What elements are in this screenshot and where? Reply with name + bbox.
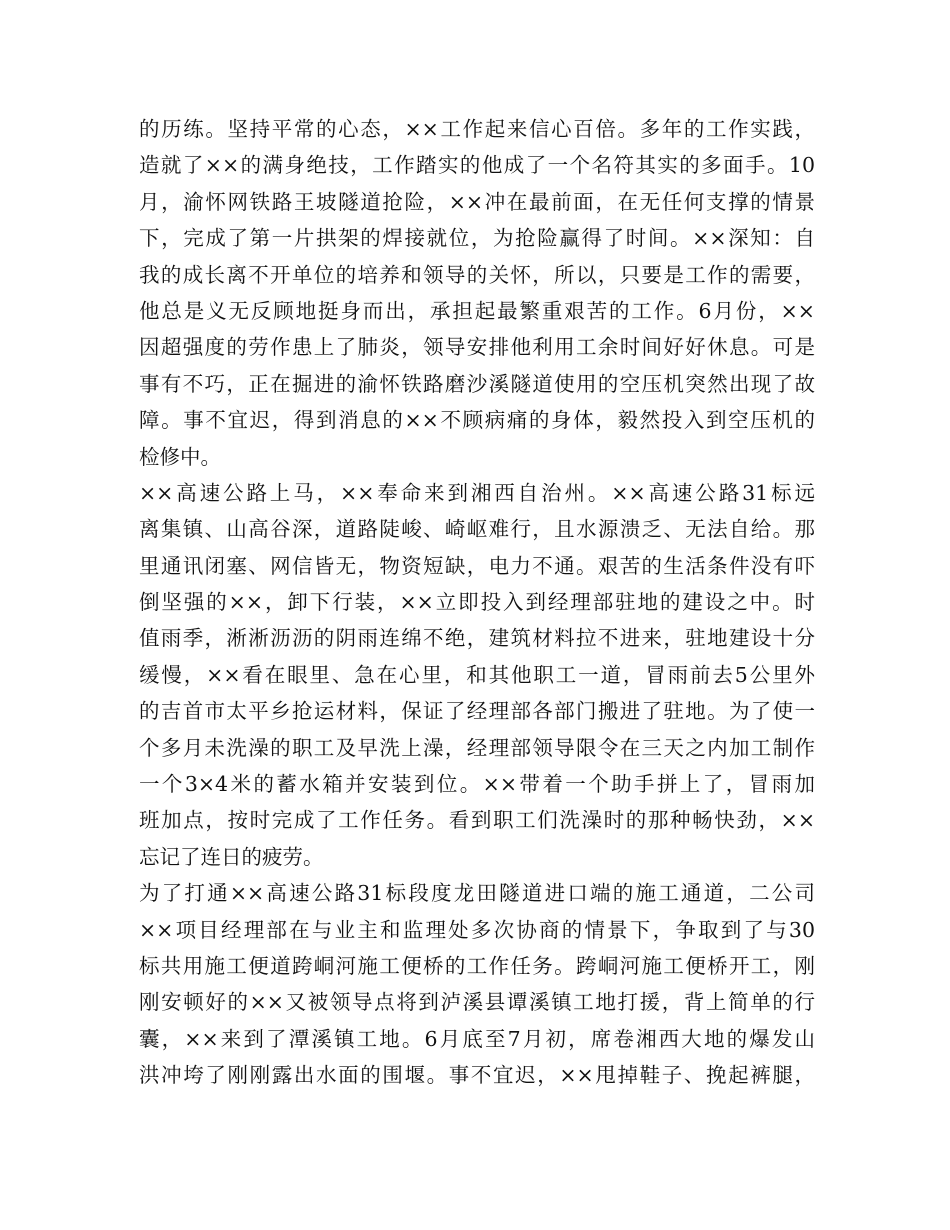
text-line: 造就了××的满身绝技，工作踏实的他成了一个名符其实的多面手。10	[139, 153, 815, 178]
text-line: 个多月未洗澡的职工及早洗上澡，经理部领导限令在三天之内加工制作	[139, 735, 815, 760]
text-line: 检修中。	[139, 444, 221, 469]
document-body	[139, 111, 815, 1094]
text-line: 洪冲垮了刚刚露出水面的围堰。事不宜迟，××甩掉鞋子、挽起裤腿，	[139, 1063, 815, 1088]
text-line: 月，渝怀网铁路王坡隧道抢险，××冲在最前面，在无任何支撑的情景	[139, 189, 815, 214]
text-line: 我的成长离不开单位的培养和领导的关怀，所以，只要是工作的需要，	[139, 262, 815, 287]
text-line: 刚安顿好的××又被领导点将到泸溪县谭溪镇工地打援，背上简单的行	[139, 990, 815, 1015]
paragraph-3	[139, 875, 815, 1093]
text-line: 班加点，按时完成了工作任务。看到职工们洗澡时的那种畅快劲，××	[139, 808, 815, 833]
text-line: 里通讯闭塞、网信皆无，物资短缺，电力不通。艰苦的生活条件没有吓	[139, 553, 815, 578]
text-line: 缓慢，××看在眼里、急在心里，和其他职工一道，冒雨前去5公里外	[139, 662, 815, 687]
text-line: 标共用施工便道跨峒河施工便桥的工作任务。跨峒河施工便桥开工，刚	[139, 953, 815, 978]
text-line: ××高速公路上马，××奉命来到湘西自治州。××高速公路31标远	[139, 480, 815, 505]
text-line: 离集镇、山高谷深，道路陡峻、崎岖难行，且水源溃乏、无法自给。那	[139, 517, 815, 542]
text-line: 为了打通××高速公路31标段度龙田隧道进口端的施工通道，二公司	[139, 881, 815, 906]
text-line: 囊，××来到了潭溪镇工地。6月底至7月初，席卷湘西大地的爆发山	[139, 1026, 815, 1051]
text-line: 事有不巧，正在掘进的渝怀铁路磨沙溪隧道使用的空压机突然出现了故	[139, 371, 815, 396]
text-line: ××项目经理部在与业主和监理处多次协商的情景下，争取到了与30	[139, 917, 815, 942]
text-line: 他总是义无反顾地挺身而出，承担起最繁重艰苦的工作。6月份，××	[139, 298, 815, 323]
paragraph-1	[139, 111, 815, 475]
text-line: 一个3×4米的蓄水箱并安装到位。××带着一个助手拼上了，冒雨加	[139, 772, 815, 797]
text-line: 忘记了连日的疲劳。	[139, 844, 324, 869]
text-line: 下，完成了第一片拱架的焊接就位，为抢险赢得了时间。××深知：自	[139, 226, 815, 251]
text-line: 的历练。坚持平常的心态，××工作起来信心百倍。多年的工作实践，	[139, 117, 815, 141]
text-line: 因超强度的劳作患上了肺炎，领导安排他利用工余时间好好休息。可是	[139, 335, 815, 360]
text-line: 障。事不宜迟，得到消息的××不顾病痛的身体，毅然投入到空压机的	[139, 408, 815, 433]
text-line: 的吉首市太平乡抢运材料，保证了经理部各部门搬进了驻地。为了使一	[139, 699, 815, 724]
text-line: 倒坚强的××，卸下行装，××立即投入到经理部驻地的建设之中。时	[139, 590, 815, 615]
paragraph-2	[139, 475, 815, 875]
text-line: 值雨季，淅淅沥沥的阴雨连绵不绝，建筑材料拉不进来，驻地建设十分	[139, 626, 815, 651]
